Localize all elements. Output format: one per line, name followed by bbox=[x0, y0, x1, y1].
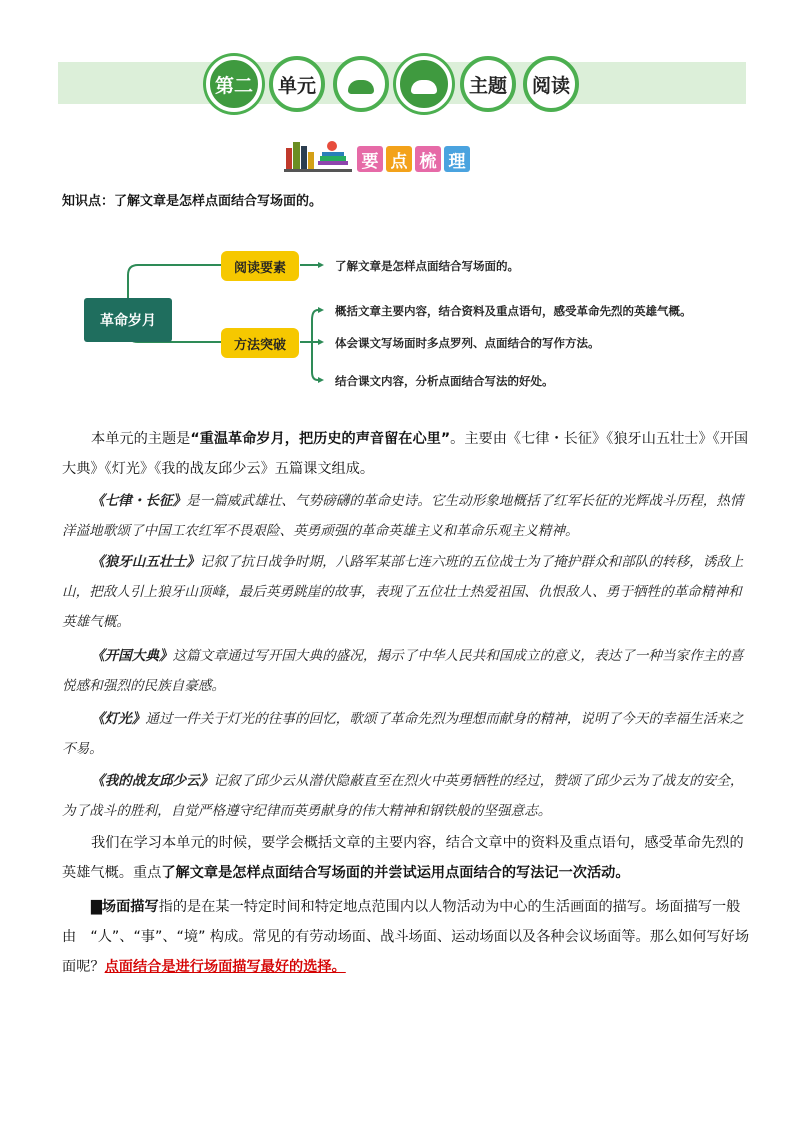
lesson-paragraph bbox=[62, 704, 750, 764]
lesson-title: 《灯光》 bbox=[91, 711, 146, 727]
scene-highlight: 点面结合是进行场面描写最好的选择。 bbox=[104, 959, 346, 975]
lesson-paragraph bbox=[62, 486, 750, 546]
intro-theme: “重温革命岁月，把历史的声音留在心里” bbox=[190, 431, 451, 447]
key-title-char-4: 理 bbox=[444, 146, 470, 172]
knowledge-point: 知识点：了解文章是怎样点面结合写场面的。 bbox=[62, 194, 323, 209]
key-title-char-2: 点 bbox=[386, 146, 412, 172]
study-paragraph bbox=[62, 828, 750, 888]
scene-text: 指的是在某一特定时间和特定地点范围内以人物活动为中心的生活画面的描写。场面描写一般由 “人”、“事”、“境” 构成。常见的有劳动场面、战斗场面、运动场面以及各种会议场面等。那么如何写好场面呢？ bbox=[62, 899, 750, 975]
intro-pre: 本单元的主题是 bbox=[91, 431, 191, 447]
lesson-title: 《我的战友邱少云》 bbox=[91, 773, 214, 789]
key-title-char-3: 梳 bbox=[415, 146, 441, 172]
mindmap-leaf: 概括文章主要内容，结合资料及重点语句，感受革命先烈的英雄气概。 bbox=[335, 304, 692, 318]
lesson-title: 《狼牙山五壮士》 bbox=[91, 554, 200, 570]
lesson-text: 记叙了抗日战争时期，八路军某部七连六班的五位战士为了掩护群众和部队的转移，诱敌上山，把敌人引上狼牙山顶峰，最后英勇跳崖的故事，表现了五位壮士热爱祖国、仇恨敌人、勇于牺牲的革命精神和英雄气概。 bbox=[62, 554, 744, 630]
header-circle-2-label: 单元 bbox=[277, 74, 316, 97]
lesson-paragraph bbox=[62, 766, 750, 826]
mindmap-lines bbox=[0, 0, 794, 420]
mindmap-branch-method: 方法突破 bbox=[221, 328, 299, 358]
intro-paragraph bbox=[62, 424, 750, 484]
study-bold: 了解文章是怎样点面结合写场面的并尝试运用点面结合的写法记一次活动。 bbox=[161, 865, 630, 881]
lesson-title: 《七律・长征》 bbox=[91, 493, 187, 509]
header-circle-1-label: 第二 bbox=[214, 74, 253, 97]
lesson-text: 这篇文章通过写开国大典的盛况，揭示了中华人民共和国成立的意义，表达了一种当家作主的喜悦感和强烈的民族自豪感。 bbox=[62, 648, 744, 694]
mindmap-root: 革命岁月 bbox=[84, 298, 172, 342]
study-pre: 我们在学习本单元的时候，要学会概括文章的主要内容，结合文章中的资料及重点语句，感受革命先烈的英雄气概。重点 bbox=[62, 835, 744, 881]
mindmap-leaf: 体会课文写场面时多点罗列、点面结合的写作方法。 bbox=[335, 336, 600, 350]
mindmap-leaf: 了解文章是怎样点面结合写场面的。 bbox=[335, 259, 519, 273]
lesson-paragraph bbox=[62, 641, 750, 701]
lesson-title: 《开国大典》 bbox=[91, 648, 173, 664]
mindmap-branch-reading: 阅读要素 bbox=[221, 251, 299, 281]
lesson-text: 记叙了邱少云从潜伏隐蔽直至在烈火中英勇牺牲的经过，赞颂了邱少云为了战友的安全，为了战斗的胜利，自觉严格遵守纪律而英勇献身的伟大精神和钢铁般的坚强意志。 bbox=[62, 773, 744, 819]
intro-mid: 。主要由《七律・长征》《狼牙山五壮士》《开国大典》《灯光》《我的战友邱少云》五篇课文组成。 bbox=[62, 431, 749, 477]
header-circle-5-label: 主题 bbox=[468, 74, 507, 97]
lesson-text: 是一篇威武雄壮、气势磅礴的革命史诗。它生动形象地概括了红军长征的光辉战斗历程，热情洋溢地歌颂了中国工农红军不畏艰险、英勇顽强的革命英雄主义和革命乐观主义精神。 bbox=[62, 493, 744, 539]
header-circle-6-label: 阅读 bbox=[531, 74, 570, 97]
mindmap-leaf: 结合课文内容，分析点面结合写法的好处。 bbox=[335, 374, 554, 388]
lesson-text: 通过一件关于灯光的往事的回忆，歌颂了革命先烈为理想而献身的精神，说明了今天的幸福生活来之不易。 bbox=[62, 711, 744, 757]
scene-paragraph bbox=[62, 892, 750, 982]
scene-term: ▇场面描写 bbox=[91, 899, 159, 915]
key-title-char-1: 要 bbox=[357, 146, 383, 172]
lesson-paragraph bbox=[62, 547, 750, 637]
